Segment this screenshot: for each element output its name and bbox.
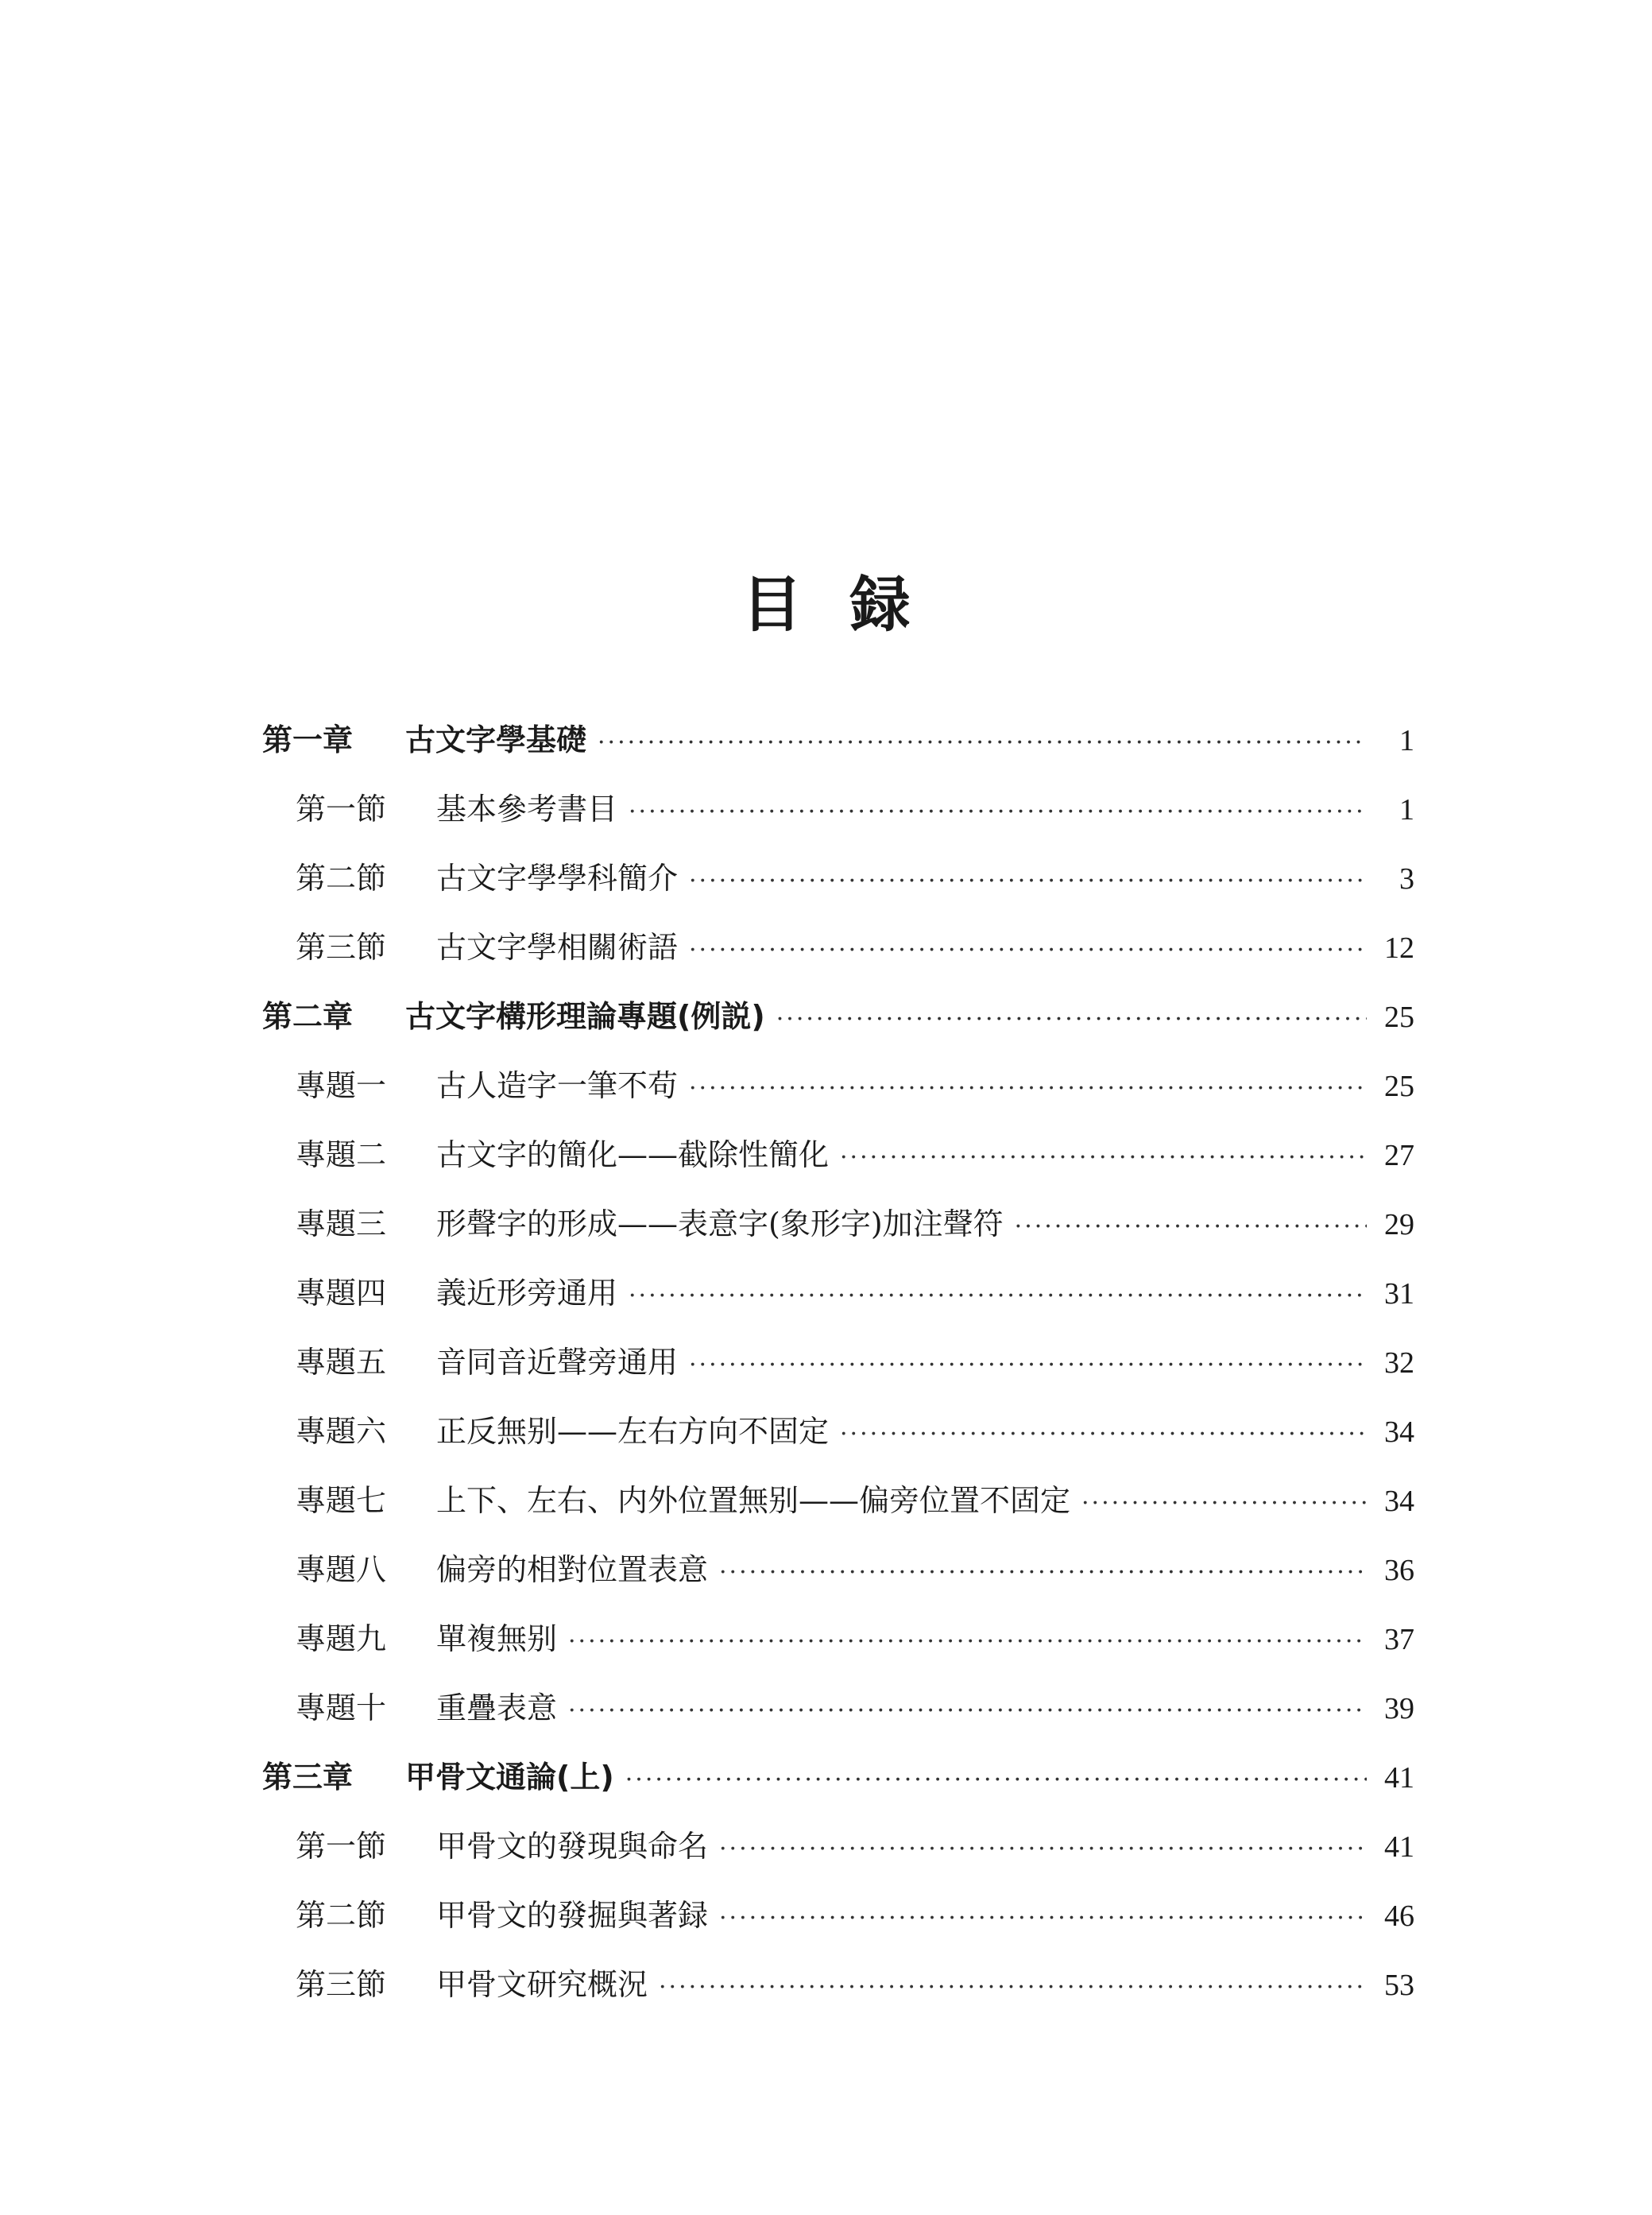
toc-entry-label: 第二節 <box>296 1898 387 1933</box>
toc-entry-label: 第一節 <box>296 1829 387 1864</box>
toc-section-entry[interactable] <box>262 1466 1414 1535</box>
toc-section-entry[interactable] <box>262 1535 1414 1605</box>
dot-leader <box>629 777 1367 846</box>
toc-entry-title: 音同音近聲旁通用 <box>436 1345 679 1380</box>
toc-section-entry[interactable] <box>262 1674 1414 1743</box>
toc-entry-label: 第一節 <box>296 792 387 827</box>
toc-entry-page-number: 27 <box>1384 1139 1414 1172</box>
dot-leader <box>659 1953 1367 2022</box>
toc-section-entry[interactable] <box>262 1328 1414 1397</box>
toc-entry-label: 第二章 <box>262 999 354 1034</box>
toc-section-entry[interactable] <box>262 775 1414 844</box>
dot-leader <box>629 1261 1367 1330</box>
toc-entry-page-number: 34 <box>1384 1415 1414 1449</box>
toc-chapter-entry[interactable] <box>262 982 1414 1051</box>
toc-section-entry[interactable] <box>262 844 1414 913</box>
toc-entry-title: 古文字學學科簡介 <box>436 861 679 896</box>
toc-entry-title: 上下、左右、内外位置無别——偏旁位置不固定 <box>436 1483 1071 1518</box>
toc-chapter-entry[interactable] <box>262 706 1414 775</box>
toc-entry-page-number: 3 <box>1399 862 1414 896</box>
toc-entry-label: 專題五 <box>296 1345 387 1380</box>
toc-section-entry[interactable] <box>262 1950 1414 2019</box>
toc-entry-title: 甲骨文的發掘與著録 <box>436 1898 709 1933</box>
toc-section-entry[interactable] <box>262 1051 1414 1121</box>
toc-entry-page-number: 25 <box>1384 1070 1414 1103</box>
toc-entry-label: 專題九 <box>296 1621 387 1656</box>
toc-section-entry[interactable] <box>262 1121 1414 1190</box>
toc-entry-title: 基本參考書目 <box>436 792 618 827</box>
toc-entry-label: 第一章 <box>262 722 354 757</box>
toc-section-entry[interactable] <box>262 1397 1414 1466</box>
toc-entry-label: 第三節 <box>296 930 387 965</box>
toc-section-entry[interactable] <box>262 1605 1414 1674</box>
dot-leader <box>719 1884 1367 1953</box>
toc-entry-page-number: 31 <box>1384 1277 1414 1311</box>
toc-entry-label: 第二節 <box>296 861 387 896</box>
toc-chapter-entry[interactable] <box>262 1743 1414 1812</box>
toc-entry-title: 重疊表意 <box>436 1690 558 1725</box>
toc-entry-page-number: 1 <box>1399 724 1414 757</box>
toc-entry-title: 古文字學基礎 <box>405 722 587 757</box>
toc-entry-title: 形聲字的形成——表意字(象形字)加注聲符 <box>436 1206 1004 1241</box>
toc-entry-page-number: 46 <box>1384 1899 1414 1933</box>
dot-leader <box>1081 1469 1367 1538</box>
dot-leader <box>568 1607 1367 1676</box>
dot-leader <box>719 1538 1367 1607</box>
toc-entry-label: 第三節 <box>296 1967 387 2002</box>
dot-leader <box>776 985 1367 1054</box>
page-title-right: 録 <box>849 568 911 640</box>
toc-entry-title: 單複無别 <box>436 1621 558 1656</box>
toc-entry-title: 古文字構形理論專題(例説) <box>405 999 765 1034</box>
toc-entry-title: 甲骨文的發現與命名 <box>436 1829 709 1864</box>
toc-entry-page-number: 29 <box>1384 1208 1414 1241</box>
dot-leader <box>689 1054 1367 1123</box>
dot-leader <box>689 916 1367 985</box>
toc-entry-label: 專題三 <box>296 1206 387 1241</box>
toc-entry-title: 甲骨文通論(上) <box>405 1760 614 1795</box>
toc-entry-label: 專題六 <box>296 1414 387 1449</box>
toc-entry-title: 甲骨文研究概況 <box>436 1967 648 2002</box>
toc-entry-label: 專題一 <box>296 1068 387 1103</box>
toc-section-entry[interactable] <box>262 913 1414 982</box>
dot-leader <box>840 1123 1367 1192</box>
toc-entry-page-number: 37 <box>1384 1623 1414 1656</box>
toc-entry-page-number: 25 <box>1384 1001 1414 1034</box>
page-title-left: 目 <box>741 568 803 640</box>
toc-entry-page-number: 41 <box>1384 1761 1414 1795</box>
toc-entry-label: 專題八 <box>296 1552 387 1587</box>
toc-section-entry[interactable] <box>262 1881 1414 1950</box>
toc-entry-page-number: 39 <box>1384 1692 1414 1725</box>
dot-leader <box>840 1400 1367 1469</box>
toc-entry-page-number: 53 <box>1384 1969 1414 2002</box>
toc-entry-page-number: 12 <box>1384 931 1414 965</box>
toc-entry-page-number: 34 <box>1384 1485 1414 1518</box>
dot-leader <box>689 1330 1367 1400</box>
dot-leader <box>689 846 1367 916</box>
dot-leader <box>1015 1192 1367 1261</box>
toc-entry-label: 專題十 <box>296 1690 387 1725</box>
toc-entry-title: 古人造字一筆不苟 <box>436 1068 679 1103</box>
dot-leader <box>598 708 1367 777</box>
toc-entry-title: 義近形旁通用 <box>436 1276 618 1311</box>
page-title <box>0 568 1652 640</box>
toc-entry-title: 正反無别——左右方向不固定 <box>436 1414 830 1449</box>
toc-section-entry[interactable] <box>262 1190 1414 1259</box>
dot-leader <box>719 1814 1367 1884</box>
toc-entry-title: 古文字的簡化——截除性簡化 <box>436 1137 830 1172</box>
toc-entry-label: 專題七 <box>296 1483 387 1518</box>
toc-entry-page-number: 41 <box>1384 1830 1414 1864</box>
toc-section-entry[interactable] <box>262 1812 1414 1881</box>
toc-entry-page-number: 32 <box>1384 1346 1414 1380</box>
table-of-contents <box>262 706 1414 2019</box>
toc-entry-title: 古文字學相關術語 <box>436 930 679 965</box>
toc-entry-label: 第三章 <box>262 1760 354 1795</box>
toc-entry-label: 專題二 <box>296 1137 387 1172</box>
toc-section-entry[interactable] <box>262 1259 1414 1328</box>
dot-leader <box>568 1676 1367 1745</box>
toc-entry-title: 偏旁的相對位置表意 <box>436 1552 709 1587</box>
dot-leader <box>625 1745 1367 1814</box>
toc-entry-label: 專題四 <box>296 1276 387 1311</box>
toc-entry-page-number: 36 <box>1384 1554 1414 1587</box>
toc-entry-page-number: 1 <box>1399 793 1414 827</box>
